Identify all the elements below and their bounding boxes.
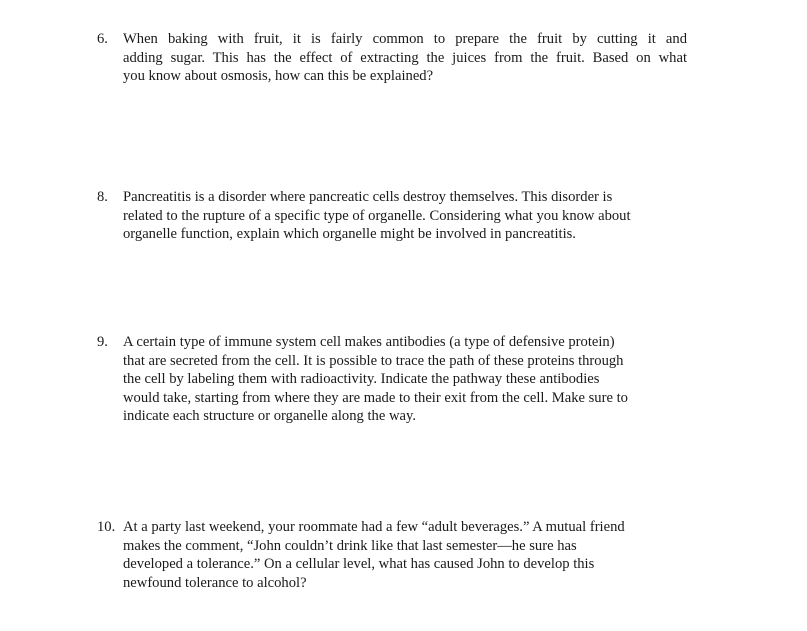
question-text <box>123 518 687 592</box>
question-line: you know about osmosis, how can this be explained? <box>123 68 434 85</box>
question-line: When baking with fruit, it is fairly common to prepare the fruit by cutting it and <box>123 31 687 47</box>
question-line: the cell by labeling them with radioactivity. Indicate the pathway these antibodies <box>123 371 600 388</box>
question-line: newfound tolerance to alcohol? <box>123 574 307 591</box>
question-number: 9. <box>97 334 108 350</box>
question-line: organelle function, explain which organelle might be involved in pancreatitis. <box>123 226 576 243</box>
question-text <box>123 333 687 426</box>
question-line: related to the rupture of a specific type of organelle. Considering what you know about <box>123 207 631 224</box>
question-line: developed a tolerance.” On a cellular level, what has caused John to develop this <box>123 556 595 573</box>
question-line: Pancreatitis is a disorder where pancreatic cells destroy themselves. This disorder is <box>123 189 613 205</box>
question-line: would take, starting from where they are made to their exit from the cell. Make sure to <box>123 389 628 406</box>
question-number: 8. <box>97 189 108 205</box>
question-line: indicate each structure or organelle along the way. <box>123 408 416 425</box>
question-line: adding sugar. This has the effect of extracting the juices from the fruit. Based on what <box>123 49 687 66</box>
question-line: that are secreted from the cell. It is possible to trace the path of these proteins through <box>123 352 624 369</box>
question-line: At a party last weekend, your roommate had a few “adult beverages.” A mutual friend <box>123 519 625 535</box>
question-10 <box>97 518 687 592</box>
question-text <box>123 30 687 86</box>
question-line: A certain type of immune system cell makes antibodies (a type of defensive protein) <box>123 334 615 350</box>
question-line: makes the comment, “John couldn’t drink like that last semester—he sure has <box>123 537 577 554</box>
question-text <box>123 188 687 244</box>
question-6 <box>97 30 687 86</box>
question-9 <box>97 333 687 426</box>
question-number: 10. <box>97 519 116 535</box>
question-number: 6. <box>97 31 108 47</box>
question-8 <box>97 188 687 244</box>
